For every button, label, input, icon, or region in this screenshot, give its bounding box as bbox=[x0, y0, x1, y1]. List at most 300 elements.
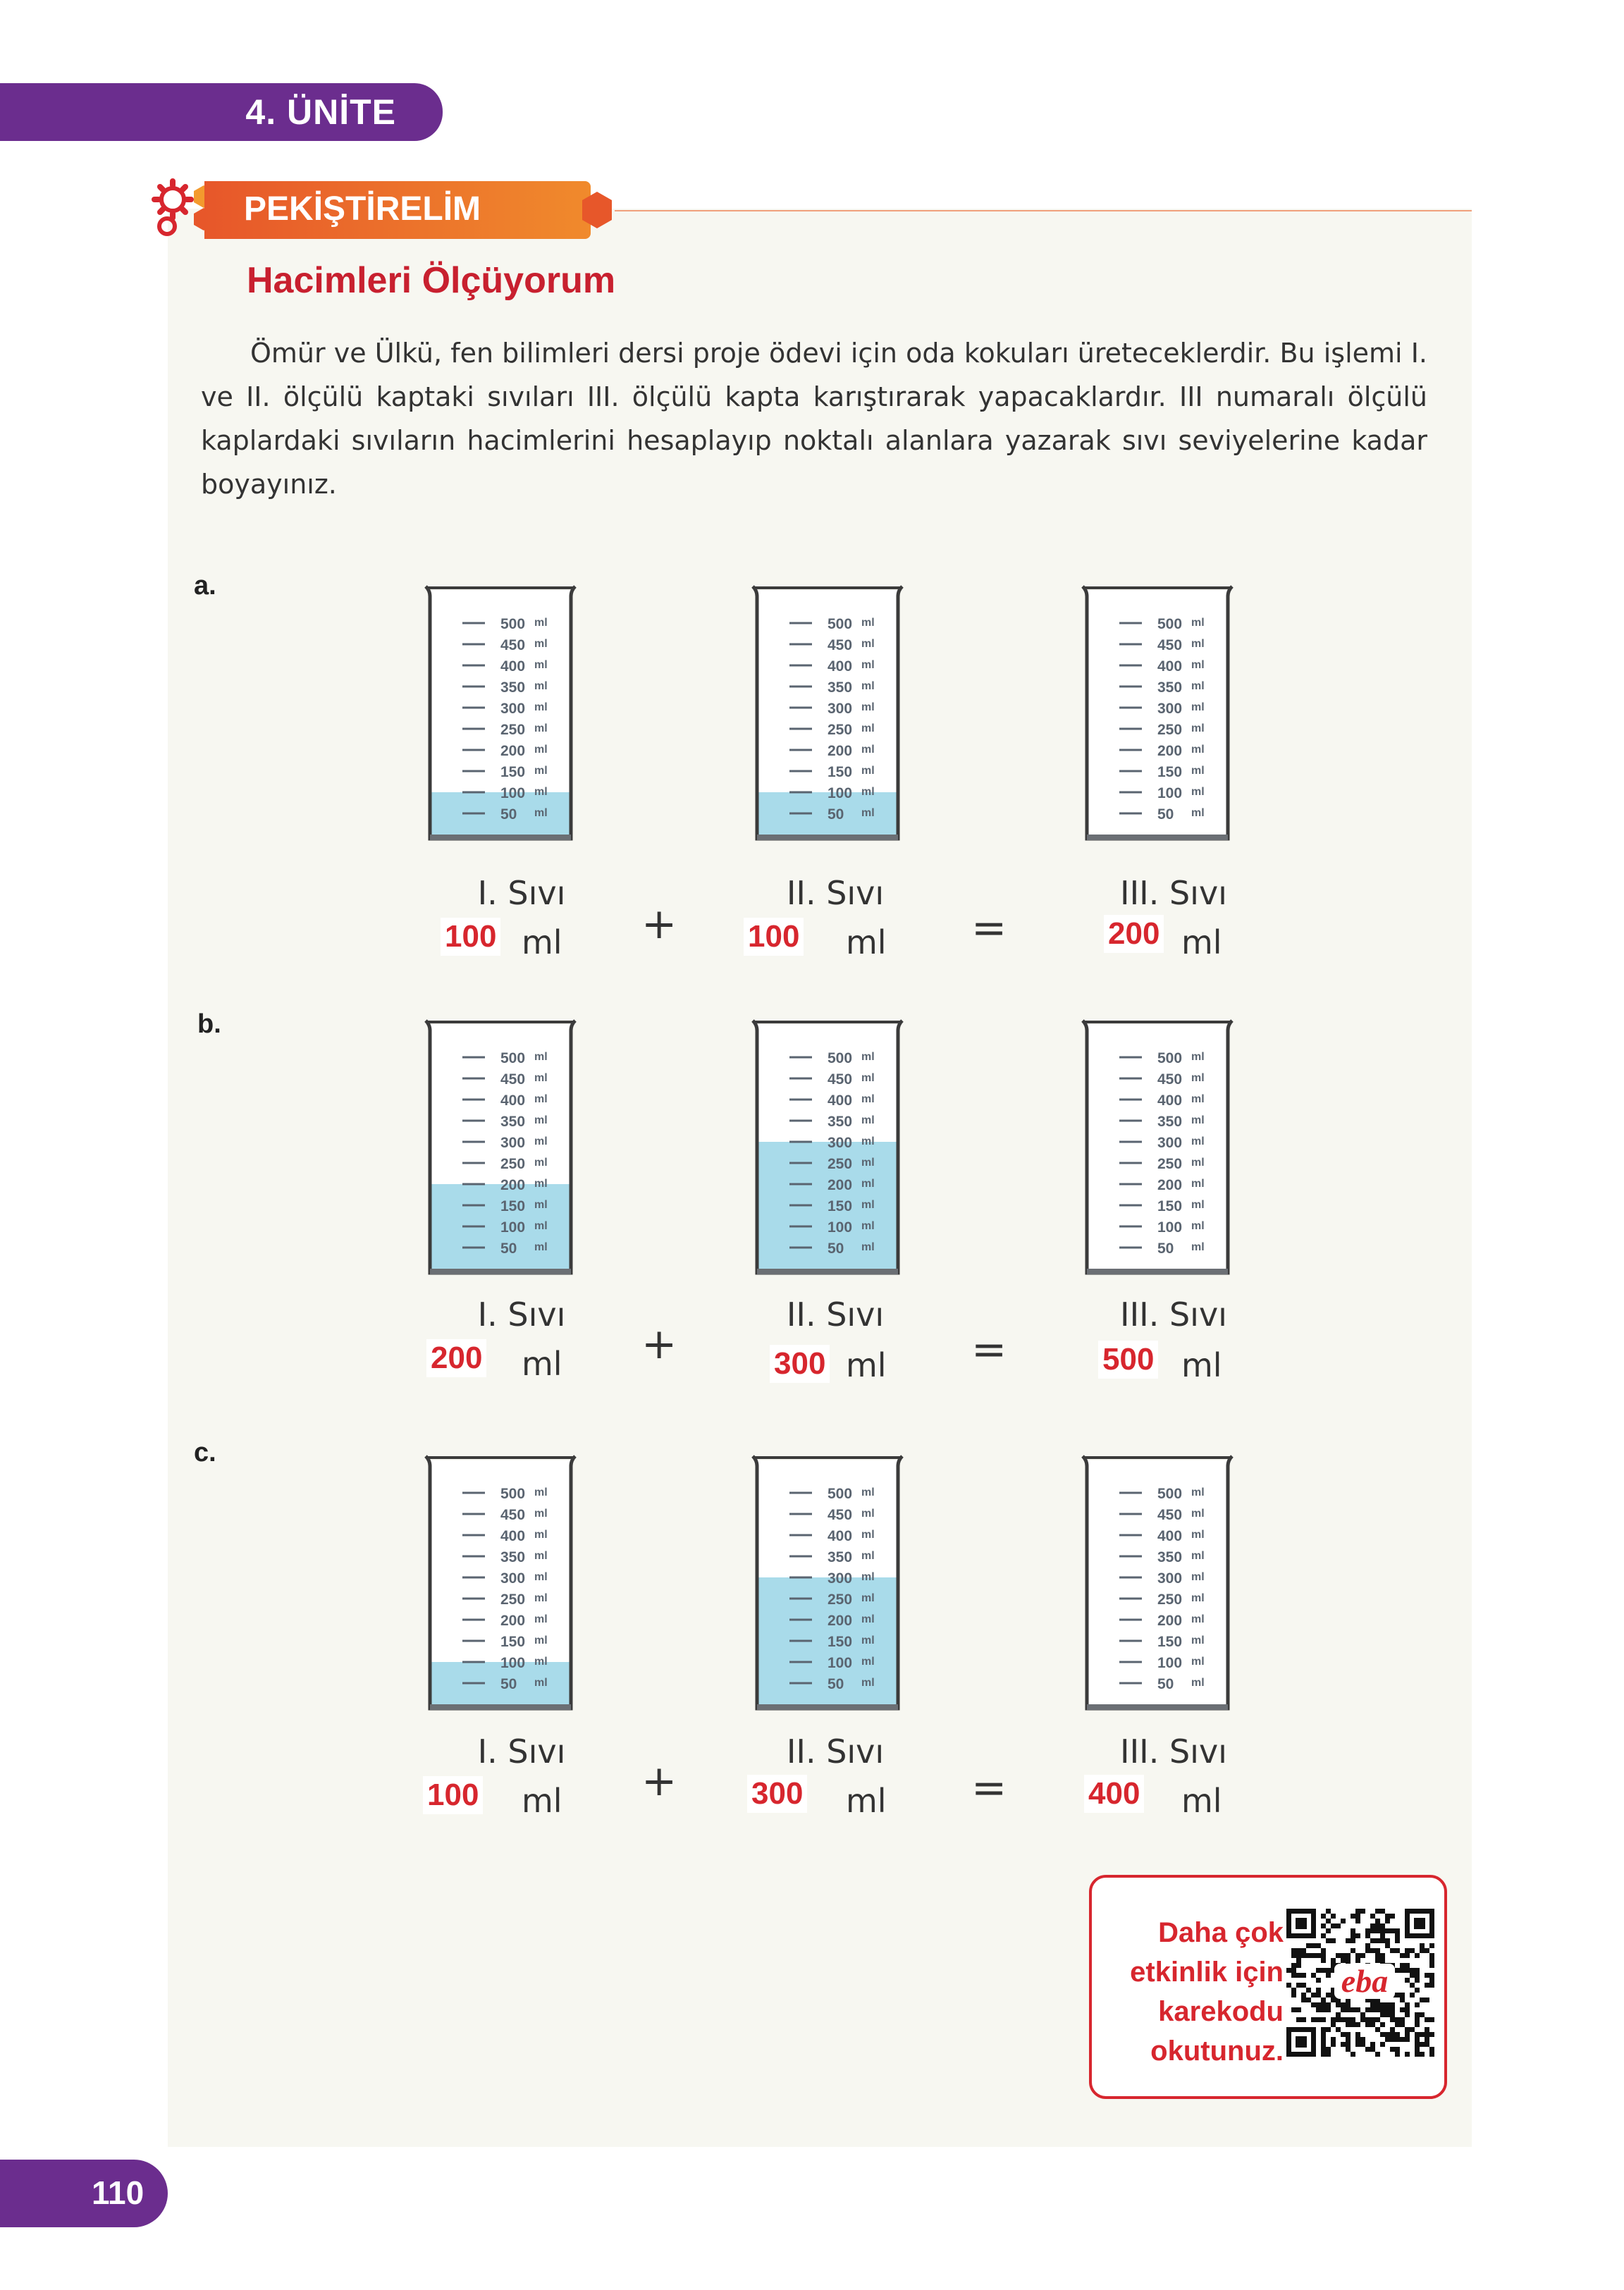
qr-module bbox=[1311, 1973, 1316, 1978]
qr-module bbox=[1341, 1958, 1346, 1963]
qr-module bbox=[1390, 2027, 1395, 2032]
scale-label: 100 bbox=[1157, 1219, 1183, 1236]
qr-module bbox=[1425, 1997, 1429, 2002]
scale-unit: ml bbox=[1191, 1571, 1205, 1583]
qr-module bbox=[1311, 1993, 1316, 1997]
qr-module bbox=[1326, 1993, 1331, 1997]
qr-module bbox=[1429, 1953, 1434, 1958]
qr-module bbox=[1429, 1973, 1434, 1978]
qr-module bbox=[1380, 2022, 1385, 2027]
qr-module bbox=[1336, 2027, 1341, 2032]
scale-label: 150 bbox=[500, 1198, 526, 1214]
scale-unit: ml bbox=[1191, 1635, 1205, 1646]
qr-module bbox=[1425, 2027, 1429, 2032]
scale-label: 150 bbox=[1157, 764, 1183, 780]
qr-module bbox=[1355, 1914, 1360, 1919]
scale-unit: ml bbox=[1191, 638, 1205, 650]
beaker-base bbox=[430, 835, 571, 840]
answer-b1[interactable]: 200 bbox=[426, 1339, 486, 1377]
qr-module bbox=[1415, 2042, 1420, 2047]
scale-unit: ml bbox=[1191, 1550, 1205, 1562]
scale-label: 350 bbox=[500, 679, 526, 696]
qr-module bbox=[1286, 1983, 1291, 1988]
qr-module bbox=[1321, 2002, 1326, 2007]
scale-unit: ml bbox=[861, 1635, 875, 1646]
qr-module bbox=[1355, 1909, 1360, 1914]
scale-unit: ml bbox=[534, 786, 548, 798]
qr-module bbox=[1420, 2052, 1425, 2057]
qr-module bbox=[1375, 1948, 1380, 1953]
scale-unit: ml bbox=[861, 1114, 875, 1126]
beaker-a3 bbox=[1078, 577, 1236, 851]
scale-unit: ml bbox=[861, 1178, 875, 1190]
qr-module bbox=[1410, 1973, 1415, 1978]
scale-label: 50 bbox=[1157, 806, 1174, 823]
beaker-b2 bbox=[749, 1011, 906, 1286]
scale-label: 400 bbox=[828, 1092, 853, 1109]
qr-module bbox=[1296, 2007, 1301, 2012]
scale-label: 450 bbox=[1157, 1071, 1183, 1088]
scale-label: 50 bbox=[500, 1241, 517, 1257]
qr-module bbox=[1370, 2047, 1375, 2052]
qr-module bbox=[1365, 2022, 1370, 2027]
eba-logo-text: eba bbox=[1341, 1963, 1389, 1999]
scale-unit: ml bbox=[861, 638, 875, 650]
qr-module bbox=[1370, 1948, 1375, 1953]
caption-a3: III. Sıvı bbox=[1120, 874, 1227, 912]
qr-module bbox=[1311, 2002, 1316, 2007]
qr-module bbox=[1405, 1963, 1410, 1968]
qr-module bbox=[1321, 2027, 1326, 2032]
scale-unit: ml bbox=[1191, 1051, 1205, 1063]
qr-module bbox=[1405, 1968, 1410, 1973]
qr-module bbox=[1425, 2017, 1429, 2022]
qr-module bbox=[1316, 1988, 1321, 1993]
qr-module bbox=[1410, 1968, 1415, 1973]
scale-label: 300 bbox=[500, 701, 526, 717]
scale-label: 200 bbox=[828, 1613, 853, 1629]
scale-label: 100 bbox=[1157, 785, 1183, 801]
qr-module bbox=[1346, 2002, 1351, 2007]
scale-unit: ml bbox=[1191, 1220, 1205, 1232]
qr-module bbox=[1351, 1914, 1355, 1919]
qr-module bbox=[1316, 1953, 1321, 1958]
qr-module bbox=[1375, 1938, 1380, 1943]
scale-unit: ml bbox=[861, 1550, 875, 1562]
equals-sign-c: = bbox=[971, 1763, 1007, 1813]
qr-module bbox=[1321, 2007, 1326, 2012]
scale-unit: ml bbox=[534, 807, 548, 819]
caption-c2: II. Sıvı bbox=[786, 1732, 885, 1771]
equals-sign-a: = bbox=[971, 904, 1007, 953]
scale-label: 500 bbox=[1157, 1050, 1183, 1066]
scale-unit: ml bbox=[534, 1635, 548, 1646]
qr-module bbox=[1420, 2032, 1425, 2037]
qr-module bbox=[1405, 2037, 1410, 2042]
qr-module bbox=[1415, 2032, 1420, 2037]
qr-module bbox=[1429, 2052, 1434, 2057]
qr-module bbox=[1291, 1968, 1296, 1973]
qr-module bbox=[1326, 1928, 1331, 1933]
scale-unit: ml bbox=[861, 807, 875, 819]
qr-module bbox=[1425, 1973, 1429, 1978]
qr-line-4: okutunuz. bbox=[1150, 2036, 1284, 2067]
qr-module bbox=[1346, 2007, 1351, 2012]
qr-module bbox=[1341, 1919, 1346, 1923]
scale-label: 50 bbox=[828, 1241, 844, 1257]
qr-code-icon[interactable] bbox=[1286, 1909, 1434, 2057]
scale-label: 500 bbox=[500, 616, 526, 632]
qr-module bbox=[1375, 1919, 1380, 1923]
qr-module bbox=[1296, 1963, 1301, 1968]
answer-a3[interactable]: 200 bbox=[1104, 915, 1164, 953]
scale-unit: ml bbox=[861, 1093, 875, 1105]
scale-label: 350 bbox=[828, 1114, 853, 1130]
qr-module bbox=[1415, 2022, 1420, 2027]
qr-module bbox=[1375, 1958, 1380, 1963]
beaker-base bbox=[757, 1704, 898, 1710]
answer-a1[interactable]: 100 bbox=[441, 918, 500, 956]
qr-module bbox=[1370, 1928, 1375, 1933]
scale-label: 500 bbox=[500, 1050, 526, 1066]
qr-module bbox=[1429, 2032, 1434, 2037]
scale-unit: ml bbox=[861, 786, 875, 798]
qr-module bbox=[1355, 2037, 1360, 2042]
qr-module bbox=[1365, 1943, 1370, 1948]
qr-module bbox=[1405, 2027, 1410, 2032]
qr-module bbox=[1301, 1993, 1306, 1997]
qr-module bbox=[1395, 2037, 1400, 2042]
scale-label: 450 bbox=[500, 637, 526, 653]
qr-module bbox=[1425, 2032, 1429, 2037]
scale-label: 100 bbox=[828, 1655, 853, 1671]
scale-label: 350 bbox=[1157, 1114, 1183, 1130]
beaker-base bbox=[1087, 835, 1228, 840]
qr-module bbox=[1395, 2017, 1400, 2022]
qr-module bbox=[1395, 2022, 1400, 2027]
beaker-a1 bbox=[422, 577, 579, 851]
qr-module bbox=[1291, 1993, 1296, 1997]
qr-module bbox=[1375, 1909, 1380, 1914]
scale-unit: ml bbox=[1191, 1677, 1205, 1689]
unit-c2: ml bbox=[846, 1782, 887, 1820]
scale-unit: ml bbox=[534, 765, 548, 777]
qr-module bbox=[1301, 1953, 1306, 1958]
scale-unit: ml bbox=[861, 765, 875, 777]
scale-unit: ml bbox=[861, 1072, 875, 1084]
qr-module bbox=[1410, 1993, 1415, 1997]
qr-module bbox=[1296, 1948, 1301, 1953]
qr-module bbox=[1331, 1914, 1336, 1919]
scale-label: 300 bbox=[828, 1135, 853, 1151]
qr-module bbox=[1355, 2022, 1360, 2027]
scale-label: 500 bbox=[1157, 1486, 1183, 1502]
scale-unit: ml bbox=[534, 659, 548, 671]
scale-unit: ml bbox=[534, 1677, 548, 1689]
qr-module bbox=[1380, 1909, 1385, 1914]
qr-module bbox=[1296, 1953, 1301, 1958]
scale-label: 400 bbox=[828, 1528, 853, 1544]
scale-label: 400 bbox=[1157, 1092, 1183, 1109]
qr-module bbox=[1346, 2022, 1351, 2027]
answer-c2[interactable]: 300 bbox=[747, 1775, 807, 1813]
scale-unit: ml bbox=[1191, 680, 1205, 692]
scale-label: 350 bbox=[1157, 679, 1183, 696]
qr-line-2: etkinlik için bbox=[1130, 1957, 1284, 1988]
scale-label: 150 bbox=[1157, 1198, 1183, 1214]
qr-module bbox=[1306, 1943, 1311, 1948]
qr-module bbox=[1346, 2037, 1351, 2042]
unit-c3: ml bbox=[1181, 1782, 1222, 1820]
qr-module bbox=[1351, 1933, 1355, 1938]
qr-module bbox=[1355, 2007, 1360, 2012]
scale-unit: ml bbox=[1191, 722, 1205, 734]
qr-module bbox=[1291, 2007, 1296, 2012]
qr-module bbox=[1306, 1997, 1311, 2002]
qr-module bbox=[1346, 1938, 1351, 1943]
answer-c3[interactable]: 400 bbox=[1084, 1775, 1144, 1813]
qr-module bbox=[1326, 1919, 1331, 1923]
qr-module bbox=[1429, 1943, 1434, 1948]
qr-module bbox=[1360, 2012, 1365, 2017]
qr-module bbox=[1385, 1938, 1390, 1943]
qr-module bbox=[1326, 1968, 1331, 1973]
scale-label: 50 bbox=[828, 806, 844, 823]
qr-module bbox=[1336, 1923, 1341, 1928]
answer-b3[interactable]: 500 bbox=[1098, 1341, 1158, 1379]
scale-label: 200 bbox=[1157, 1613, 1183, 1629]
qr-module bbox=[1405, 2012, 1410, 2017]
qr-module bbox=[1405, 2007, 1410, 2012]
qr-module bbox=[1395, 1933, 1400, 1938]
unit-b2: ml bbox=[846, 1346, 887, 1384]
qr-module bbox=[1405, 1948, 1410, 1953]
qr-module bbox=[1390, 2017, 1395, 2022]
scale-unit: ml bbox=[1191, 1508, 1205, 1520]
qr-module bbox=[1429, 2047, 1434, 2052]
scale-unit: ml bbox=[534, 1220, 548, 1232]
qr-module bbox=[1390, 1914, 1395, 1919]
scale-unit: ml bbox=[534, 1529, 548, 1541]
scale-unit: ml bbox=[534, 722, 548, 734]
scale-label: 350 bbox=[828, 679, 853, 696]
beaker-base bbox=[1087, 1269, 1228, 1274]
qr-module bbox=[1341, 2007, 1346, 2012]
qr-module bbox=[1375, 2002, 1380, 2007]
caption-b2: II. Sıvı bbox=[786, 1295, 885, 1334]
qr-module bbox=[1380, 1938, 1385, 1943]
qr-module bbox=[1390, 2047, 1395, 2052]
scale-label: 500 bbox=[828, 616, 853, 632]
scale-label: 100 bbox=[500, 785, 526, 801]
beaker-c2 bbox=[749, 1446, 906, 1721]
qr-module bbox=[1380, 1928, 1385, 1933]
problem-label-b: b. bbox=[197, 1009, 221, 1039]
scale-label: 500 bbox=[828, 1050, 853, 1066]
scale-unit: ml bbox=[861, 1199, 875, 1211]
scale-unit: ml bbox=[534, 1051, 548, 1063]
unit-a1: ml bbox=[522, 923, 562, 961]
scale-label: 200 bbox=[500, 743, 526, 759]
scale-unit: ml bbox=[861, 1220, 875, 1232]
qr-module bbox=[1360, 2037, 1365, 2042]
qr-module bbox=[1405, 2052, 1410, 2057]
scale-label: 100 bbox=[828, 785, 853, 801]
scale-unit: ml bbox=[1191, 1486, 1205, 1498]
beaker-c1 bbox=[422, 1446, 579, 1721]
qr-module bbox=[1316, 1943, 1321, 1948]
qr-module bbox=[1326, 2027, 1331, 2032]
scale-unit: ml bbox=[861, 1157, 875, 1169]
qr-module bbox=[1370, 2042, 1375, 2047]
qr-module bbox=[1296, 1983, 1301, 1988]
qr-module bbox=[1390, 1948, 1395, 1953]
qr-module bbox=[1351, 2017, 1355, 2022]
scale-label: 250 bbox=[828, 1592, 853, 1608]
qr-module bbox=[1341, 2032, 1346, 2037]
qr-module bbox=[1291, 1963, 1296, 1968]
answer-a2[interactable]: 100 bbox=[744, 918, 804, 956]
qr-module bbox=[1306, 1988, 1311, 1993]
qr-module bbox=[1341, 2042, 1346, 2047]
scale-label: 150 bbox=[828, 764, 853, 780]
scale-unit: ml bbox=[534, 1178, 548, 1190]
qr-module bbox=[1306, 1953, 1311, 1958]
qr-module bbox=[1420, 2012, 1425, 2017]
caption-b1: I. Sıvı bbox=[477, 1295, 566, 1334]
qr-module bbox=[1415, 2047, 1420, 2052]
answer-c1[interactable]: 100 bbox=[423, 1776, 483, 1814]
qr-module bbox=[1390, 1928, 1395, 1933]
qr-module bbox=[1296, 1958, 1301, 1963]
qr-module bbox=[1400, 2017, 1405, 2022]
scale-label: 450 bbox=[1157, 637, 1183, 653]
qr-module bbox=[1291, 1948, 1296, 1953]
scale-unit: ml bbox=[534, 1486, 548, 1498]
qr-module bbox=[1420, 1948, 1425, 1953]
qr-module bbox=[1351, 2007, 1355, 2012]
scale-label: 500 bbox=[828, 1486, 853, 1502]
qr-prompt-box bbox=[1089, 1875, 1447, 2099]
scale-label: 50 bbox=[500, 1676, 517, 1692]
qr-module bbox=[1415, 1968, 1420, 1973]
scale-label: 250 bbox=[1157, 1156, 1183, 1172]
qr-module bbox=[1405, 2032, 1410, 2037]
qr-module bbox=[1355, 1919, 1360, 1923]
qr-module bbox=[1355, 2042, 1360, 2047]
qr-module bbox=[1316, 2007, 1321, 2012]
qr-module bbox=[1375, 1953, 1380, 1958]
qr-module bbox=[1370, 2017, 1375, 2022]
qr-module bbox=[1321, 1997, 1326, 2002]
qr-module bbox=[1355, 1953, 1360, 1958]
scale-label: 400 bbox=[500, 1092, 526, 1109]
answer-b2[interactable]: 300 bbox=[770, 1345, 830, 1383]
qr-module bbox=[1331, 1997, 1336, 2002]
caption-a2: II. Sıvı bbox=[786, 874, 885, 912]
caption-c3: III. Sıvı bbox=[1120, 1732, 1227, 1771]
qr-module bbox=[1375, 2052, 1380, 2057]
qr-module bbox=[1326, 1938, 1331, 1943]
qr-module bbox=[1291, 1988, 1296, 1993]
qr-module bbox=[1311, 1943, 1316, 1948]
qr-module bbox=[1326, 2047, 1331, 2052]
scale-label: 150 bbox=[1157, 1634, 1183, 1650]
scale-label: 100 bbox=[1157, 1655, 1183, 1671]
qr-module bbox=[1410, 1948, 1415, 1953]
qr-module bbox=[1395, 1968, 1400, 1973]
qr-module bbox=[1390, 2007, 1395, 2012]
qr-module bbox=[1321, 2037, 1326, 2042]
scale-unit: ml bbox=[534, 701, 548, 713]
qr-module bbox=[1410, 1983, 1415, 1988]
qr-module bbox=[1429, 1978, 1434, 1983]
qr-module bbox=[1429, 1983, 1434, 1988]
qr-module bbox=[1316, 1978, 1321, 1983]
scale-unit: ml bbox=[861, 1135, 875, 1147]
qr-module bbox=[1301, 1997, 1306, 2002]
problem-label-a: a. bbox=[194, 571, 216, 601]
qr-prompt-text bbox=[1100, 1913, 1284, 2071]
qr-module bbox=[1321, 1933, 1326, 1938]
unit-tab bbox=[0, 83, 443, 141]
qr-module bbox=[1385, 1919, 1390, 1923]
qr-module bbox=[1380, 1923, 1385, 1928]
qr-module bbox=[1385, 1943, 1390, 1948]
scale-label: 450 bbox=[828, 1507, 853, 1523]
qr-module bbox=[1360, 2017, 1365, 2022]
qr-module bbox=[1316, 1993, 1321, 1997]
qr-module bbox=[1429, 2017, 1434, 2022]
scale-label: 250 bbox=[828, 722, 853, 738]
qr-module bbox=[1370, 2002, 1375, 2007]
unit-c1: ml bbox=[522, 1782, 562, 1820]
qr-module bbox=[1370, 1923, 1375, 1928]
scale-unit: ml bbox=[1191, 744, 1205, 756]
scale-label: 450 bbox=[1157, 1507, 1183, 1523]
qr-module bbox=[1400, 2037, 1405, 2042]
qr-module bbox=[1365, 2017, 1370, 2022]
qr-module bbox=[1301, 1973, 1306, 1978]
unit-label: 4. ÜNİTE bbox=[245, 92, 396, 132]
qr-module bbox=[1355, 1958, 1360, 1963]
scale-label: 200 bbox=[500, 1613, 526, 1629]
scale-unit: ml bbox=[534, 1592, 548, 1604]
scale-label: 400 bbox=[1157, 658, 1183, 675]
hexagon-icon bbox=[579, 190, 615, 230]
qr-module bbox=[1331, 1938, 1336, 1943]
plus-sign-b: + bbox=[641, 1319, 677, 1369]
scale-label: 150 bbox=[828, 1634, 853, 1650]
scale-unit: ml bbox=[861, 1486, 875, 1498]
qr-module bbox=[1336, 2012, 1341, 2017]
qr-module bbox=[1370, 2022, 1375, 2027]
qr-module bbox=[1400, 1963, 1405, 1968]
scale-unit: ml bbox=[1191, 1072, 1205, 1084]
scale-label: 250 bbox=[500, 1592, 526, 1608]
qr-module bbox=[1360, 1909, 1365, 1914]
scale-unit: ml bbox=[534, 1072, 548, 1084]
scale-unit: ml bbox=[1191, 1199, 1205, 1211]
qr-module bbox=[1395, 2052, 1400, 2057]
scale-label: 50 bbox=[828, 1676, 844, 1692]
qr-module bbox=[1351, 1938, 1355, 1943]
qr-module bbox=[1385, 2037, 1390, 2042]
qr-module bbox=[1346, 2017, 1351, 2022]
qr-module bbox=[1321, 2032, 1326, 2037]
divider bbox=[615, 210, 1472, 211]
qr-module bbox=[1395, 1938, 1400, 1943]
